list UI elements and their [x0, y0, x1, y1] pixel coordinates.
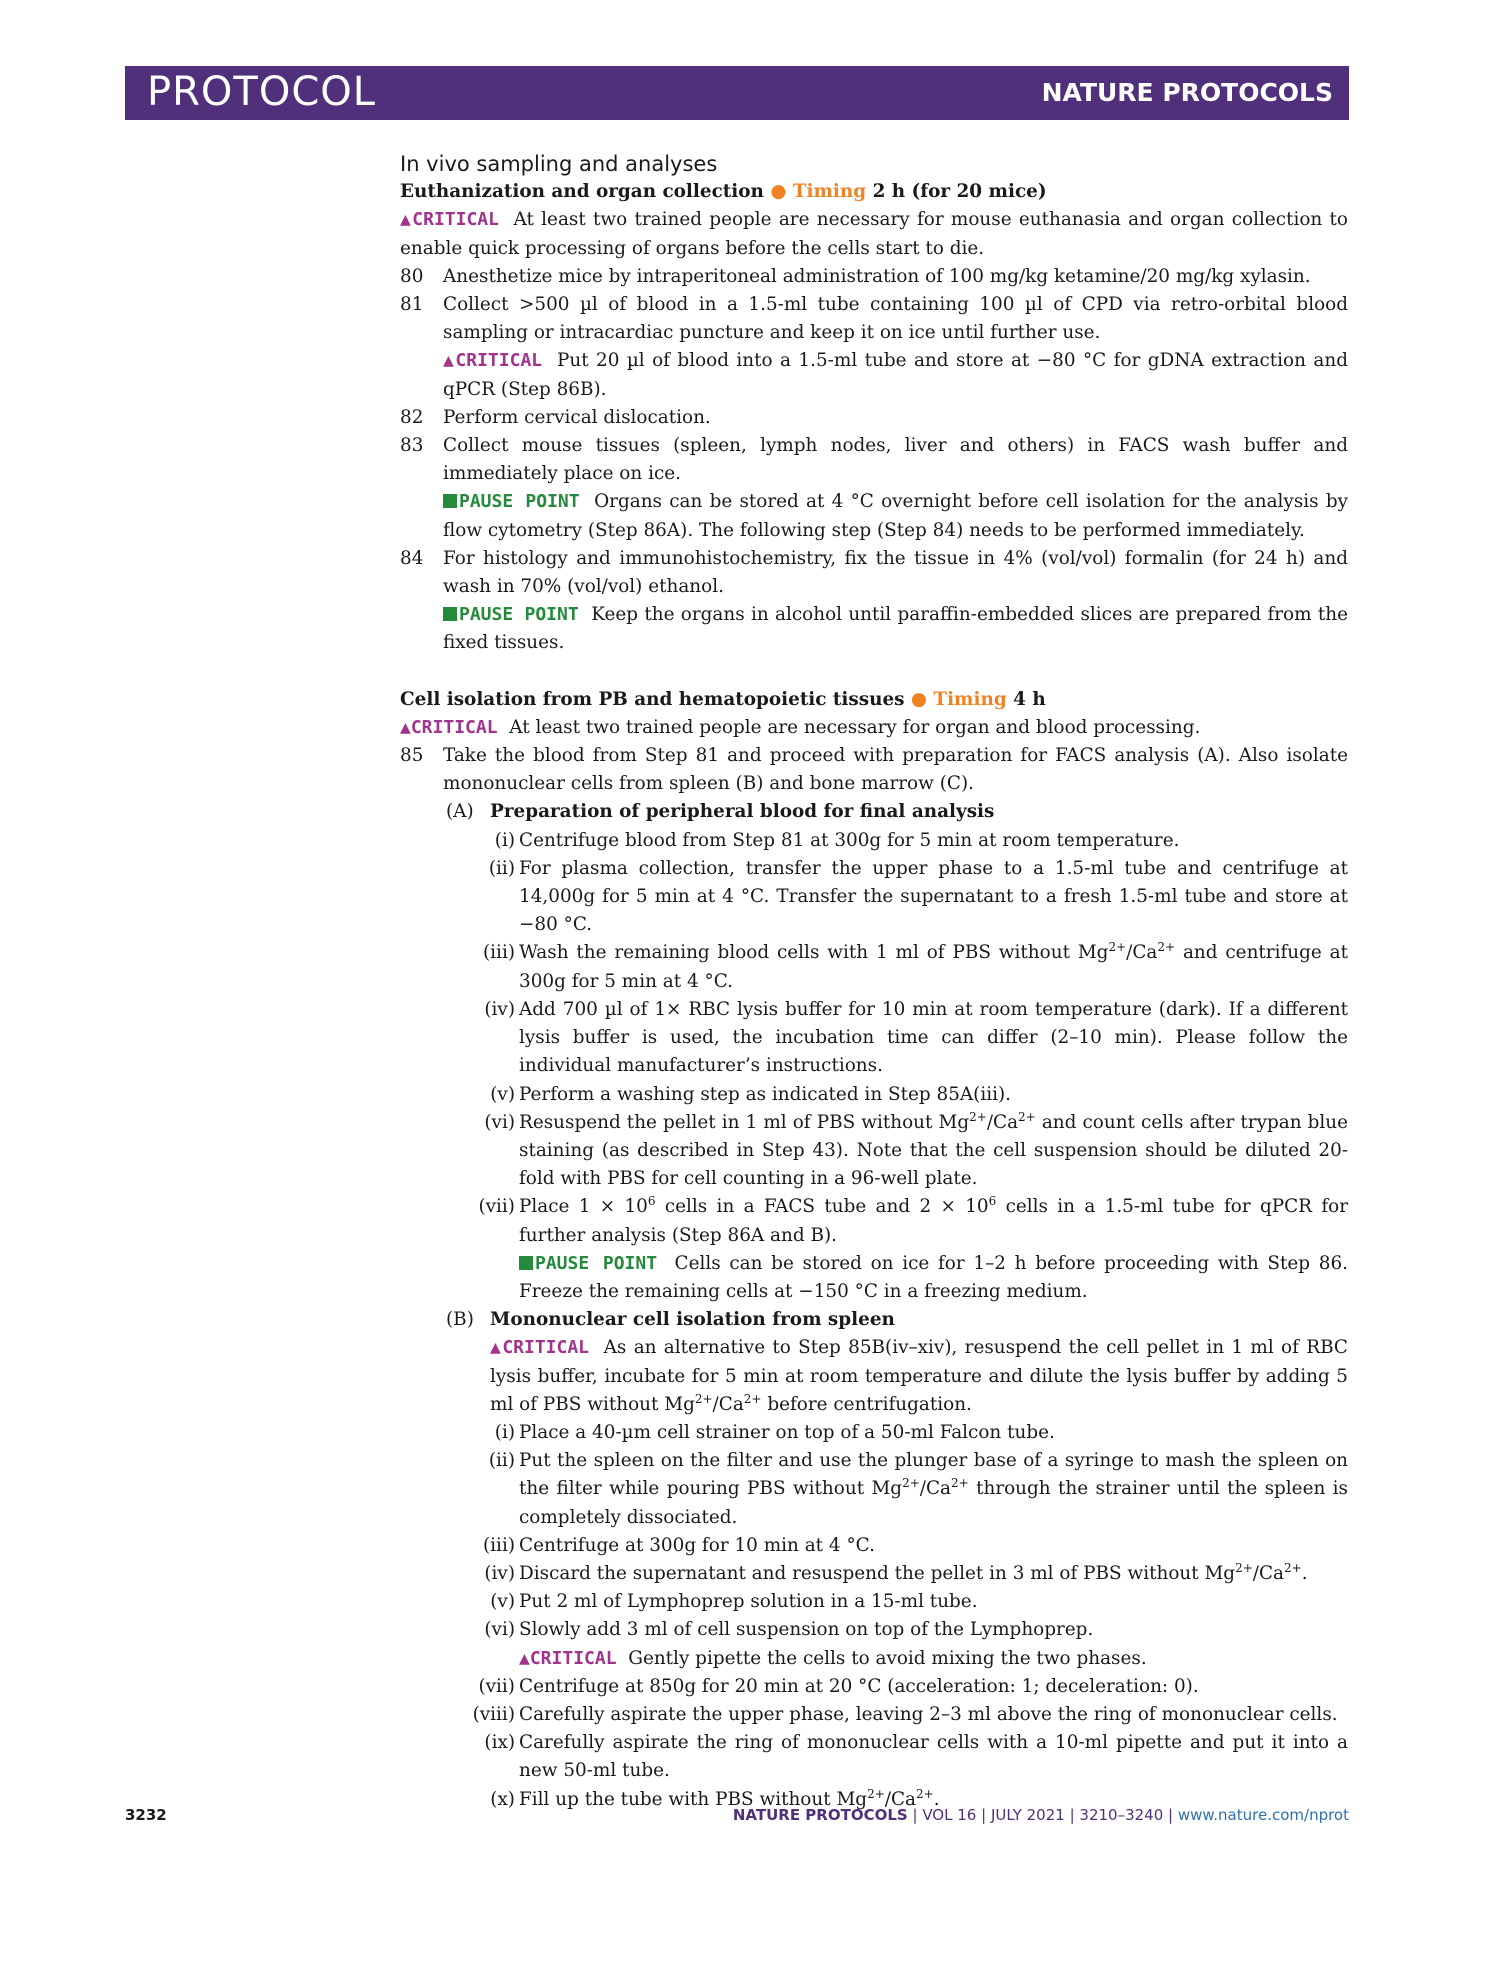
page-header	[125, 66, 1349, 120]
item-a-v: (v) Perform a washing step as indicated in Step 85A(iii).	[490, 1083, 1012, 1105]
pause-point-note: PAUSE POINT Cells can be stored on ice for 1–2 h before proceeding with Step 86. Freeze the remaining cells at −150 °C in a freezing medium.	[519, 1252, 1348, 1302]
item-a-iv: (iv) Add 700 µl of 1× RBC lysis buffer for 10 min at room temperature (dark). If a different lysis buffer is used, the incubation time can differ (2–10 min). Please follow the individual manufacturer’s instructions.	[484, 998, 1348, 1077]
timing-dot-icon: ●	[910, 688, 927, 710]
item-b-vii: (vii) Centrifuge at 850g for 20 min at 20 °C (acceleration: 1; deceleration: 0).	[478, 1675, 1199, 1697]
critical-note: ▲CRITICAL Put 20 µl of blood into a 1.5-ml tube and store at −80 °C for gDNA extraction and qPCR (Step 86B).	[443, 350, 1348, 400]
item-a-vii: (vii) Place $1 \times 10^6$ cells in a FACS tube and $2 \times 10^6$ cells in a 1.5-ml tube for qPCR for further analysis (Step 86A and B).	[478, 1194, 1349, 1246]
pause-square-icon	[443, 607, 457, 621]
critical-triangle-icon: ▲	[400, 209, 413, 231]
item-a-ii: (ii) For plasma collection, transfer the upper phase to a 1.5-ml tube and centrifuge at 14,000g for 5 min at 4 °C. Transfer the supernatant to a fresh 1.5-ml tube and store at −80 °C.	[488, 857, 1348, 936]
item-b-vi: (vi) Slowly add 3 ml of cell suspension on top of the Lymphoprep.	[484, 1619, 1094, 1641]
critical-note: ▲CRITICAL Gently pipette the cells to avoid mixing the two phases.	[519, 1647, 1147, 1669]
critical-note: ▲CRITICAL At least two trained people are necessary for organ and blood processing.	[400, 716, 1201, 738]
item-b-iii: (iii) Centrifuge at 300g for 10 min at 4 °C.	[483, 1534, 875, 1556]
item-a-iii: (iii) Wash the remaining blood cells with 1 ml of PBS without $Mg^{2+}/Ca^{2+}$ and centrifuge at 300g for 5 min at 4 °C.	[483, 940, 1349, 992]
page-number: 3232	[125, 1806, 167, 1824]
section-title: In vivo sampling and analyses	[400, 152, 718, 176]
critical-triangle-icon: ▲	[443, 350, 456, 372]
step-81: 81 Collect >500 µl of blood in a 1.5-ml tube containing 100 µl of CPD via retro-orbital blood sampling or intracardiac puncture and keep it on ice until further use.	[400, 294, 1348, 344]
journal-citation: NATURE PROTOCOLS | VOL 16 | JULY 2021 | 3210–3240 | www.nature.com/nprot	[732, 1806, 1349, 1824]
substep-b-title: (B) Mononuclear cell isolation from spleen	[446, 1309, 895, 1331]
item-b-x: (x) Fill up the tube with PBS without $Mg^{2+}/Ca^{2+}$.	[490, 1786, 940, 1810]
subsection-title-cell-isolation: Cell isolation from PB and hematopoietic tissues ● Timing 4 h	[400, 688, 1046, 710]
critical-triangle-icon: ▲	[519, 1647, 530, 1669]
step-85: 85 Take the blood from Step 81 and proceed with preparation for FACS analysis (A). Also isolate mononuclear cells from spleen (B) and bone marrow (C).	[400, 745, 1348, 795]
step-84: 84 For histology and immunohistochemistry, fix the tissue in 4% (vol/vol) formalin (for 24 h) and wash in 70% (vol/vol) ethanol.	[400, 547, 1348, 598]
pause-square-icon	[443, 494, 457, 508]
step-82: 82 Perform cervical dislocation.	[400, 406, 711, 428]
critical-triangle-icon: ▲	[400, 716, 411, 738]
journal-name: NATURE PROTOCOLS	[1041, 78, 1333, 107]
item-b-ix: (ix) Carefully aspirate the ring of mononuclear cells with a 10-ml pipette and put it into a new 50-ml tube.	[484, 1732, 1348, 1782]
protocol-content	[400, 150, 1348, 1814]
critical-triangle-icon: ▲	[490, 1337, 503, 1359]
timing-dot-icon: ●	[770, 181, 787, 203]
pause-point-note: PAUSE POINT Organs can be stored at 4 °C overnight before cell isolation for the analysis by flow cytometry (Step 86A). The following step (Step 84) needs to be performed immediately.	[443, 491, 1348, 541]
step-83: 83 Collect mouse tissues (spleen, lymph nodes, liver and others) in FACS wash buffer and immediately place on ice.	[400, 435, 1348, 485]
item-a-vi: (vi) Resuspend the pellet in 1 ml of PBS without $Mg^{2+}/Ca^{2+}$ and count cells after trypan blue staining (as described in Step 43). Note that the cell suspension should be diluted 20-fold with PBS for cell counting in a 96-well plate.	[484, 1109, 1348, 1190]
item-a-i: (i) Centrifuge blood from Step 81 at 300g for 5 min at room temperature.	[494, 829, 1180, 851]
item-b-ii: (ii) Put the spleen on the filter and use the plunger base of a syringe to mash the spleen on the filter while pouring PBS without $Mg^{2+}/Ca^{2+}$ through the strainer until the spleen is completely dissociated.	[488, 1450, 1348, 1528]
section-label: PROTOCOL	[147, 69, 377, 115]
substep-a-title: (A) Preparation of peripheral blood for final analysis	[446, 801, 995, 823]
item-b-viii: (viii) Carefully aspirate the upper phase, leaving 2–3 ml above the ring of mononuclear cells.	[472, 1703, 1338, 1725]
step-80: 80 Anesthetize mice by intraperitoneal administration of 100 mg/kg ketamine/20 mg/kg xylasin.	[400, 265, 1311, 287]
item-b-iv: (iv) Discard the supernatant and resuspend the pellet in 3 ml of PBS without $Mg^{2+}/Ca^{2+}$.	[484, 1560, 1308, 1584]
pause-square-icon	[519, 1256, 533, 1270]
journal-url-link[interactable]: www.nature.com/nprot	[1177, 1806, 1349, 1824]
item-b-v: (v) Put 2 ml of Lymphoprep solution in a 15-ml tube.	[490, 1591, 978, 1613]
subsection-title-euthanization: Euthanization and organ collection ● Timing 2 h (for 20 mice)	[400, 181, 1047, 203]
critical-note: ▲CRITICAL As an alternative to Step 85B(iv–xiv), resuspend the cell pellet in 1 ml of RBC lysis buffer, incubate for 5 min at room temperature and dilute the lysis buffer by adding 5 ml of PBS without $Mg^{2+}/Ca^{2+}$ before centrifugation.	[490, 1337, 1348, 1415]
pause-point-note: PAUSE POINT Keep the organs in alcohol until paraffin-embedded slices are prepared from the fixed tissues.	[443, 604, 1348, 654]
critical-note: ▲CRITICAL At least two trained people are necessary for mouse euthanasia and organ collection to enable quick processing of organs before the cells start to die.	[400, 209, 1348, 259]
item-b-i: (i) Place a 40-µm cell strainer on top of a 50-ml Falcon tube.	[494, 1421, 1055, 1443]
